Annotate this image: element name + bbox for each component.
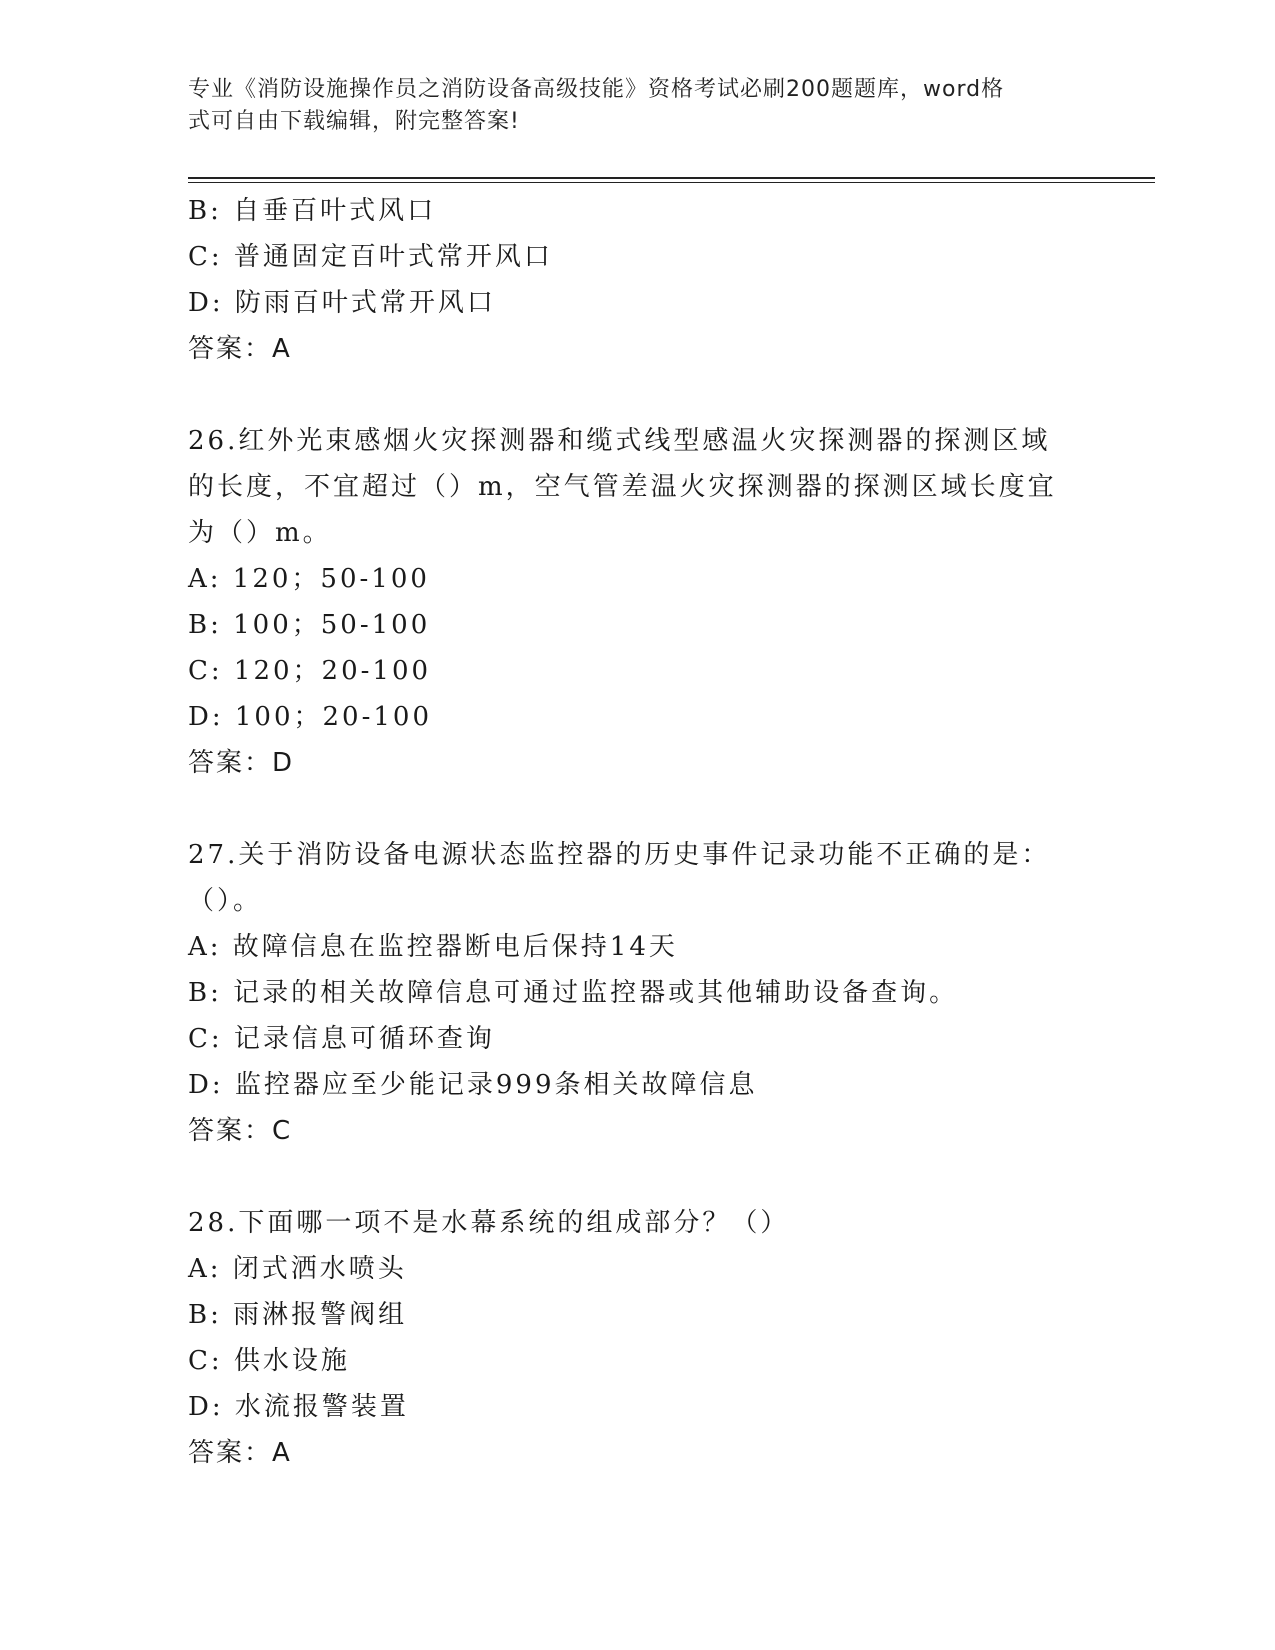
header-divider-thick — [188, 177, 1155, 179]
answer-line: 答案：A — [188, 334, 292, 364]
header-divider-thin — [188, 182, 1155, 183]
option-d: D: 100；20-100 — [188, 702, 432, 732]
option-b: B: 雨淋报警阀组 — [188, 1300, 408, 1330]
question-stem: 26.红外光束感烟火灾探测器和缆式线型感温火灾探测器的探测区域的长度，不宜超过（）m，空气管差温火灾探测器的探测区域长度宜为（）m。 — [188, 426, 1057, 548]
option-c: C: 记录信息可循环查询 — [188, 1024, 495, 1054]
answer-line: 答案：A — [188, 1438, 292, 1468]
option-b: B: 自垂百叶式风口 — [188, 196, 437, 226]
option-c: C: 120；20-100 — [188, 656, 432, 686]
option-b: B: 记录的相关故障信息可通过监控器或其他辅助设备查询。 — [188, 978, 959, 1008]
previous-question-tail — [188, 188, 1088, 372]
question-stem: 28.下面哪一项不是水幕系统的组成部分？（） — [188, 1208, 790, 1238]
answer-line: 答案：C — [188, 1116, 293, 1146]
option-a: A: 120；50-100 — [188, 564, 430, 594]
question-28 — [188, 1200, 1088, 1476]
question-26 — [188, 418, 1088, 786]
option-d: D: 水流报警装置 — [188, 1392, 409, 1422]
spacer — [188, 372, 1088, 418]
header-line-2: 式可自由下载编辑，附完整答案! — [188, 109, 520, 134]
option-d: D: 监控器应至少能记录999条相关故障信息 — [188, 1070, 758, 1100]
option-c: C: 供水设施 — [188, 1346, 350, 1376]
option-c: C: 普通固定百叶式常开风口 — [188, 242, 553, 272]
answer-line: 答案：D — [188, 748, 295, 778]
option-d: D: 防雨百叶式常开风口 — [188, 288, 496, 318]
document-header — [188, 74, 1068, 138]
spacer — [188, 786, 1088, 832]
header-line-1: 专业《消防设施操作员之消防设备高级技能》资格考试必刷200题题库，word格 — [188, 77, 1005, 102]
option-a: A: 闭式洒水喷头 — [188, 1254, 407, 1284]
question-list — [188, 188, 1088, 1476]
question-27 — [188, 832, 1088, 1154]
option-b: B: 100；50-100 — [188, 610, 431, 640]
option-a: A: 故障信息在监控器断电后保持14天 — [188, 932, 678, 962]
question-stem: 27.关于消防设备电源状态监控器的历史事件记录功能不正确的是：（）。 — [188, 840, 1051, 916]
spacer — [188, 1154, 1088, 1200]
